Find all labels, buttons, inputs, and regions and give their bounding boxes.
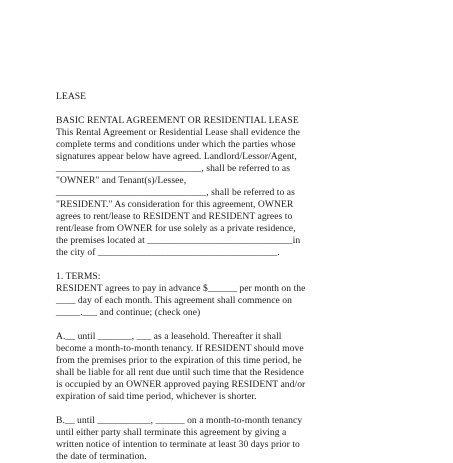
option-a-line: is occupied by an OWNER approved paying RESIDENT and/or: [56, 379, 306, 390]
document-heading: LEASE: [56, 91, 87, 102]
terms-heading: 1. TERMS:: [56, 271, 101, 282]
intro-line: rent/lease from OWNER for use solely as a private residence,: [56, 223, 296, 234]
option-a-line: A.__ until _______, ___ as a leasehold. Thereafter it shall: [56, 331, 282, 342]
option-a-line: shall be liable for all rent due until such time that the Residence: [56, 367, 304, 378]
intro-line: complete terms and conditions under which the parties whose: [56, 139, 296, 150]
intro-line: signatures appear below have agreed. Landlord/Lessor/Agent,: [56, 151, 297, 162]
intro-line: "RESIDENT." As consideration for this agreement, OWNER: [56, 199, 294, 210]
intro-line: This Rental Agreement or Residential Lease shall evidence the: [56, 127, 300, 138]
intro-line: agrees to rent/lease to RESIDENT and RESIDENT agrees to: [56, 211, 293, 222]
terms-line: _____.___ and continue; (check one): [56, 307, 201, 318]
document-title: BASIC RENTAL AGREEMENT OR RESIDENTIAL LEASE: [56, 115, 299, 126]
owner-name-blank-line: ______________________________, shall be referred to as: [56, 163, 291, 174]
option-a-line: expiration of said time period, whichever is shorter.: [56, 391, 257, 402]
city-blank-line: the city of _____________________________________.: [56, 247, 280, 258]
option-b-line: B.__ until ___________, ______ on a month-to-month tenancy: [56, 415, 303, 426]
premises-address-blank-line: the premises located at ______________________________in: [56, 235, 301, 246]
option-b-line: until either party shall terminate this agreement by giving a: [56, 427, 287, 438]
resident-name-blank-line: _______________________________, shall be referred to as: [56, 187, 295, 198]
option-a-line: from the premises prior to the expiration of this time period, he: [56, 355, 302, 366]
terms-line: ____ day of each month. This agreement shall commence on: [56, 295, 293, 306]
option-a-line: become a month-to-month tenancy. If RESIDENT should move: [56, 343, 304, 354]
option-b-line: the date of termination.: [56, 451, 147, 462]
option-b-line: written notice of intention to terminate at least 30 days prior to: [56, 439, 300, 450]
terms-line: RESIDENT agrees to pay in advance $______ per month on the: [56, 283, 306, 294]
intro-line: "OWNER" and Tenant(s)/Lessee,: [56, 175, 187, 186]
